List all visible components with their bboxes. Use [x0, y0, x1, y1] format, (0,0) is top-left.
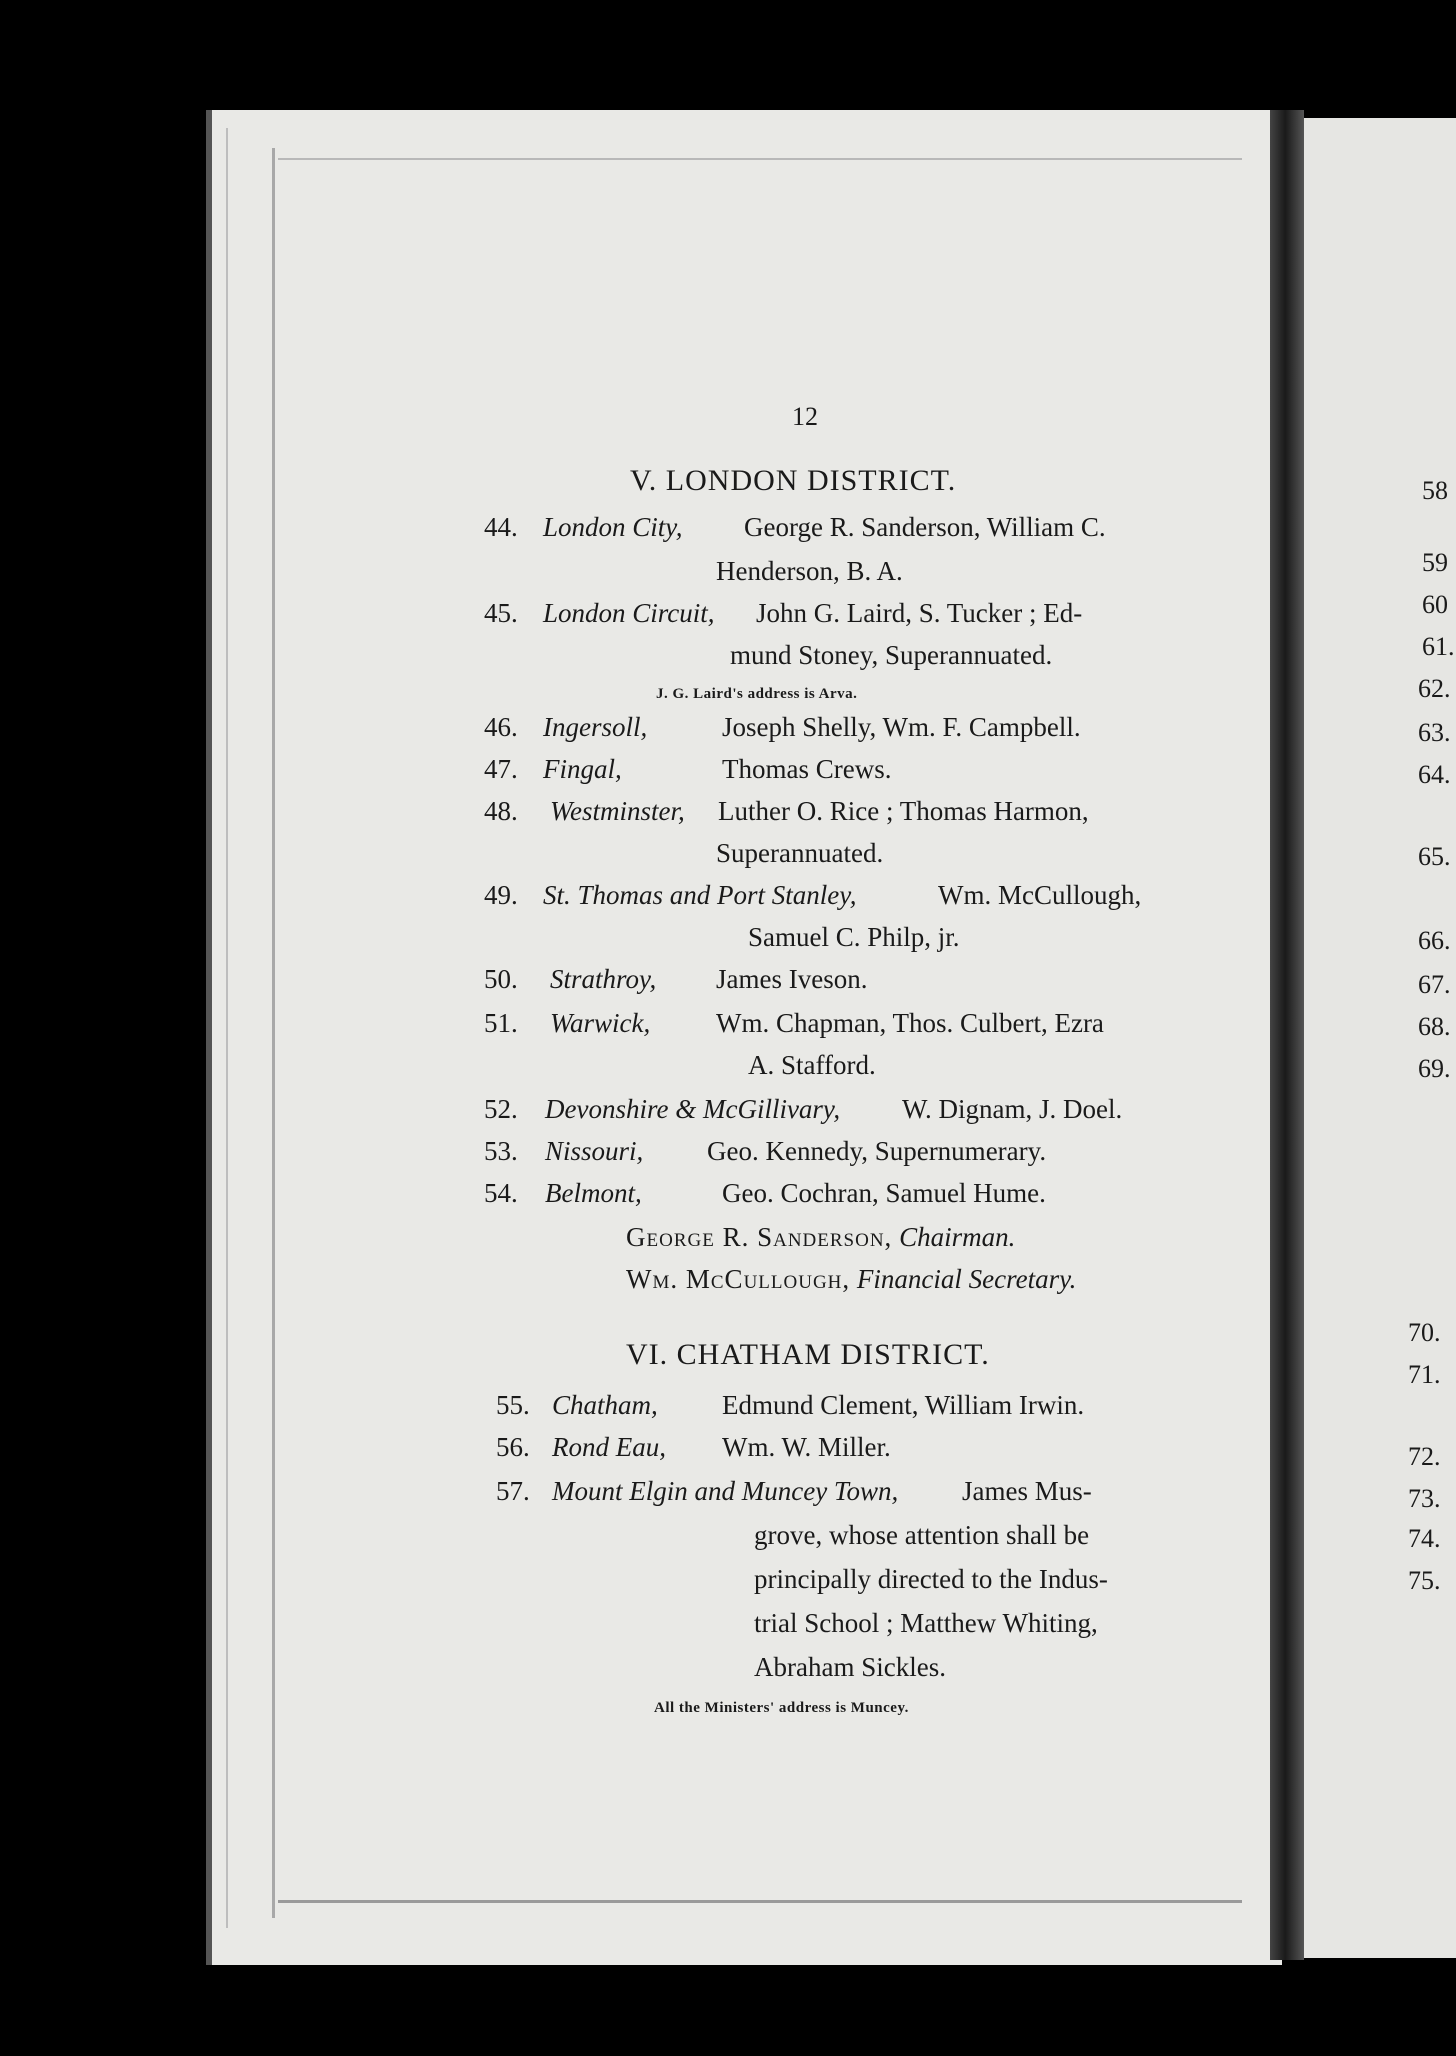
right-page-number: 59: [1422, 548, 1448, 577]
entry-place: Mount Elgin and Muncey Town,: [552, 1476, 899, 1506]
entry-number: 50.: [484, 964, 518, 994]
entry-place: Rond Eau,: [552, 1432, 666, 1462]
entry-place: Chatham,: [552, 1390, 658, 1420]
entry-names: W. Dignam, J. Doel.: [902, 1094, 1123, 1124]
entry-names: A. Stafford.: [748, 1050, 876, 1080]
entry-names: Samuel C. Philp, jr.: [748, 922, 960, 952]
entry-names: James Iveson.: [716, 964, 868, 994]
entry-number: 52.: [484, 1094, 518, 1124]
entry-names: trial School ; Matthew Whiting,: [754, 1608, 1098, 1638]
right-page-number: 66.: [1418, 926, 1451, 955]
page-number: 12: [792, 402, 818, 431]
entry-names: Geo. Cochran, Samuel Hume.: [722, 1178, 1046, 1208]
entry-names: Joseph Shelly, Wm. F. Campbell.: [722, 712, 1081, 742]
entry-number: 54.: [484, 1178, 518, 1208]
laird-address-note: J. G. Laird's address is Arva.: [656, 686, 858, 702]
entry-names: George R. Sanderson, William C.: [744, 512, 1106, 542]
entry-place: Warwick,: [550, 1008, 651, 1038]
entry-place: London Circuit,: [543, 598, 715, 628]
entry-names: Thomas Crews.: [722, 754, 892, 784]
right-page-number: 61.: [1422, 632, 1455, 661]
right-page-number: 74.: [1408, 1524, 1441, 1553]
entry-place: Devonshire & McGillivary,: [545, 1094, 841, 1124]
entry-number: 45.: [484, 598, 518, 628]
entry-number: 53.: [484, 1136, 518, 1166]
right-page-number: 68.: [1418, 1012, 1451, 1041]
entry-names: Geo. Kennedy, Supernumerary.: [707, 1136, 1047, 1166]
entry-number: 44.: [484, 512, 518, 542]
right-page-number: 62.: [1418, 674, 1451, 703]
entry-number: 49.: [484, 880, 518, 910]
entry-place: Ingersoll,: [543, 712, 648, 742]
entry-number: 55.: [496, 1390, 530, 1420]
entry-place: London City,: [543, 512, 683, 542]
london-district-heading: V. LONDON DISTRICT.: [630, 464, 957, 497]
right-page-number: 75.: [1408, 1566, 1441, 1595]
entry-number: 48.: [484, 796, 518, 826]
secretary-role: Financial Secretary.: [856, 1264, 1077, 1294]
entry-number: 56.: [496, 1432, 530, 1462]
secretary-line: [626, 1264, 1076, 1295]
entry-names: Superannuated.: [716, 838, 884, 868]
entry-names: Henderson, B. A.: [716, 556, 903, 586]
entry-names: principally directed to the Indus-: [754, 1564, 1108, 1594]
entry-names: mund Stoney, Superannuated.: [730, 640, 1053, 670]
right-page-number: 71.: [1408, 1360, 1441, 1389]
entry-place: St. Thomas and Port Stanley,: [543, 880, 857, 910]
right-page-number: 63.: [1418, 718, 1451, 747]
muncey-address-note: All the Ministers' address is Muncey.: [654, 1700, 909, 1716]
entry-names: grove, whose attention shall be: [754, 1520, 1090, 1550]
right-page-number: 67.: [1418, 970, 1451, 999]
right-page-number: 65.: [1418, 842, 1451, 871]
entry-names: Wm. McCullough,: [938, 880, 1142, 910]
right-page-number: 69.: [1418, 1054, 1451, 1083]
entry-number: 46.: [484, 712, 518, 742]
chairman-role: Chairman.: [899, 1222, 1016, 1252]
entry-names: James Mus-: [962, 1476, 1092, 1506]
entry-names: Luther O. Rice ; Thomas Harmon,: [718, 796, 1089, 826]
entry-number: 51.: [484, 1008, 518, 1038]
book-gutter: [1270, 110, 1304, 1960]
entry-names: Edmund Clement, William Irwin.: [722, 1390, 1085, 1420]
right-page-number: 70.: [1408, 1318, 1441, 1347]
right-page-number: 60: [1422, 590, 1448, 619]
secretary-name: Wm. McCullough,: [626, 1264, 851, 1294]
entry-names: Abraham Sickles.: [754, 1652, 946, 1682]
entry-place: Belmont,: [545, 1178, 642, 1208]
entry-place: Westminster,: [550, 796, 685, 826]
right-page-number: 72.: [1408, 1442, 1441, 1471]
right-page-number: 64.: [1418, 760, 1451, 789]
entry-names: Wm. W. Miller.: [722, 1432, 891, 1462]
right-page-number: 73.: [1408, 1484, 1441, 1513]
right-page-number: 58: [1422, 476, 1448, 505]
entry-place: Fingal,: [543, 754, 622, 784]
entry-names: John G. Laird, S. Tucker ; Ed-: [756, 598, 1083, 628]
entry-names: Wm. Chapman, Thos. Culbert, Ezra: [716, 1008, 1104, 1038]
chairman-line: [626, 1222, 1015, 1253]
entry-number: 47.: [484, 754, 518, 784]
entry-place: Strathroy,: [550, 964, 657, 994]
chatham-district-heading: VI. CHATHAM DISTRICT.: [626, 1338, 990, 1371]
entry-place: Nissouri,: [545, 1136, 644, 1166]
chairman-name: George R. Sanderson,: [626, 1222, 893, 1252]
entry-number: 57.: [496, 1476, 530, 1506]
